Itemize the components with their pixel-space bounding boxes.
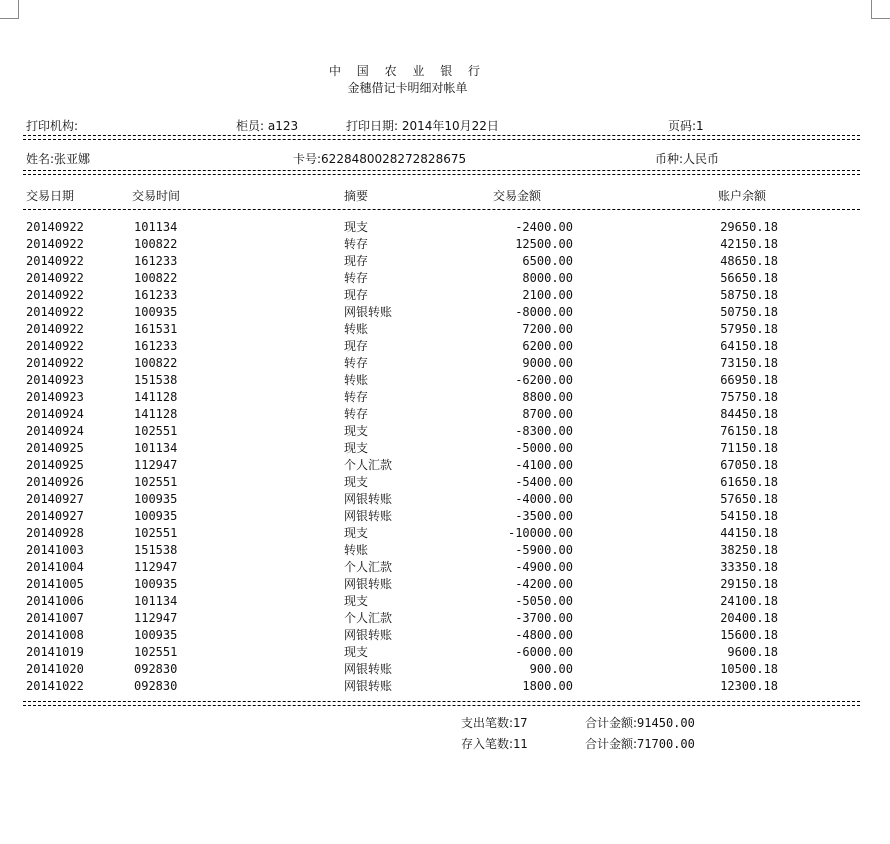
txn-balance: 58750.18: [720, 288, 778, 302]
txn-description: 现支: [344, 526, 369, 540]
txn-description: 网银转账: [344, 662, 393, 676]
txn-balance: 57650.18: [720, 492, 778, 506]
currency: 币种:人民币: [655, 152, 720, 166]
table-row: [0, 457, 890, 474]
txn-balance: 9600.18: [727, 645, 778, 659]
credit-count-label: 存入笔数:: [461, 737, 514, 751]
txn-time: 141128: [134, 407, 178, 421]
txn-date: 20140925: [26, 458, 84, 472]
table-row: [0, 338, 890, 355]
txn-time: 101134: [134, 594, 178, 608]
table-row: [0, 389, 890, 406]
txn-balance: 54150.18: [720, 509, 778, 523]
txn-time: 102551: [134, 475, 178, 489]
print-date-label: 打印日期: 2014年10月22日: [346, 119, 499, 133]
txn-description: 个人汇款: [344, 611, 393, 625]
txn-description: 网银转账: [344, 305, 393, 319]
txn-description: 现存: [344, 288, 369, 302]
statement-title: 金穗借记卡明细对帐单: [347, 81, 468, 95]
header-time: 交易时间: [132, 189, 181, 203]
txn-date: 20141008: [26, 628, 84, 642]
txn-balance: 50750.18: [720, 305, 778, 319]
txn-description: 转账: [344, 373, 369, 387]
txn-amount: -10000.00: [507, 526, 573, 540]
txn-balance: 67050.18: [720, 458, 778, 472]
table-row: [0, 474, 890, 491]
double-rule: [23, 170, 860, 175]
table-row: [0, 440, 890, 457]
debit-count-value: 17: [513, 716, 528, 730]
txn-date: 20140922: [26, 220, 84, 234]
txn-balance: 66950.18: [720, 373, 778, 387]
crop-mark-top-left: [0, 0, 19, 19]
txn-amount: 2100.00: [522, 288, 573, 302]
txn-time: 151538: [134, 543, 178, 557]
table-row: [0, 525, 890, 542]
txn-time: 102551: [134, 424, 178, 438]
txn-date: 20140927: [26, 492, 84, 506]
table-row: [0, 644, 890, 661]
txn-date: 20140924: [26, 407, 84, 421]
txn-amount: -5000.00: [515, 441, 573, 455]
table-row: [0, 508, 890, 525]
account-name: 姓名:张亚娜: [26, 152, 91, 166]
txn-amount: -3700.00: [515, 611, 573, 625]
txn-balance: 71150.18: [720, 441, 778, 455]
txn-balance: 29150.18: [720, 577, 778, 591]
txn-amount: 8000.00: [522, 271, 573, 285]
txn-description: 现存: [344, 339, 369, 353]
table-row: [0, 253, 890, 270]
txn-date: 20141003: [26, 543, 84, 557]
txn-balance: 38250.18: [720, 543, 778, 557]
txn-amount: -6000.00: [515, 645, 573, 659]
txn-date: 20141019: [26, 645, 84, 659]
txn-amount: -8000.00: [515, 305, 573, 319]
txn-date: 20140922: [26, 271, 84, 285]
txn-description: 现存: [344, 254, 369, 268]
txn-time: 102551: [134, 526, 178, 540]
card-number: 卡号:6228480028272828675: [293, 152, 467, 166]
txn-balance: 42150.18: [720, 237, 778, 251]
header-amount: 交易金额: [493, 189, 542, 203]
txn-time: 100822: [134, 237, 178, 251]
txn-amount: 9000.00: [522, 356, 573, 370]
txn-date: 20140922: [26, 288, 84, 302]
table-row: [0, 304, 890, 321]
txn-amount: 12500.00: [515, 237, 573, 251]
txn-amount: -3500.00: [515, 509, 573, 523]
txn-time: 100935: [134, 628, 178, 642]
txn-amount: 8700.00: [522, 407, 573, 421]
txn-amount: -4800.00: [515, 628, 573, 642]
txn-time: 100935: [134, 492, 178, 506]
txn-time: 100822: [134, 271, 178, 285]
txn-description: 转账: [344, 322, 369, 336]
txn-time: 102551: [134, 645, 178, 659]
txn-description: 转存: [344, 237, 369, 251]
txn-balance: 64150.18: [720, 339, 778, 353]
txn-time: 161233: [134, 254, 178, 268]
txn-date: 20140924: [26, 424, 84, 438]
txn-balance: 29650.18: [720, 220, 778, 234]
txn-amount: 1800.00: [522, 679, 573, 693]
txn-amount: 900.00: [529, 662, 573, 676]
txn-amount: -2400.00: [515, 220, 573, 234]
txn-description: 网银转账: [344, 492, 393, 506]
txn-date: 20140925: [26, 441, 84, 455]
table-row: [0, 593, 890, 610]
txn-amount: -4900.00: [515, 560, 573, 574]
credit-count-value: 11: [513, 737, 528, 751]
txn-amount: -5900.00: [515, 543, 573, 557]
txn-date: 20140922: [26, 356, 84, 370]
txn-time: 101134: [134, 220, 178, 234]
txn-date: 20140922: [26, 339, 84, 353]
txn-date: 20140923: [26, 373, 84, 387]
txn-description: 转存: [344, 271, 369, 285]
txn-balance: 76150.18: [720, 424, 778, 438]
txn-balance: 33350.18: [720, 560, 778, 574]
txn-time: 112947: [134, 560, 178, 574]
txn-description: 现支: [344, 645, 369, 659]
txn-time: 092830: [134, 679, 178, 693]
txn-date: 20140922: [26, 305, 84, 319]
txn-time: 100935: [134, 305, 178, 319]
table-row: [0, 372, 890, 389]
txn-date: 20141020: [26, 662, 84, 676]
table-row: [0, 423, 890, 440]
txn-time: 141128: [134, 390, 178, 404]
txn-time: 100822: [134, 356, 178, 370]
header-balance: 账户余额: [718, 189, 767, 203]
txn-balance: 44150.18: [720, 526, 778, 540]
credit-total-label: 合计金额:: [585, 737, 638, 751]
txn-time: 092830: [134, 662, 178, 676]
txn-description: 现支: [344, 594, 369, 608]
txn-date: 20141004: [26, 560, 84, 574]
bank-name: 中 国 农 业 银 行: [328, 64, 487, 78]
txn-balance: 15600.18: [720, 628, 778, 642]
txn-amount: 6200.00: [522, 339, 573, 353]
debit-count-label: 支出笔数:: [461, 716, 514, 730]
txn-balance: 84450.18: [720, 407, 778, 421]
debit-count: [461, 714, 528, 731]
header-description: 摘要: [344, 189, 369, 203]
table-row: [0, 661, 890, 678]
txn-balance: 10500.18: [720, 662, 778, 676]
txn-balance: 61650.18: [720, 475, 778, 489]
txn-balance: 56650.18: [720, 271, 778, 285]
crop-mark-top-right: [871, 0, 890, 19]
table-row: [0, 287, 890, 304]
txn-date: 20141005: [26, 577, 84, 591]
txn-date: 20140926: [26, 475, 84, 489]
table-row: [0, 270, 890, 287]
txn-time: 100935: [134, 509, 178, 523]
table-row: [0, 678, 890, 695]
txn-description: 转账: [344, 543, 369, 557]
txn-amount: 6500.00: [522, 254, 573, 268]
table-row: [0, 236, 890, 253]
txn-description: 转存: [344, 407, 369, 421]
txn-amount: 7200.00: [522, 322, 573, 336]
table-row: [0, 355, 890, 372]
table-row: [0, 610, 890, 627]
txn-time: 112947: [134, 458, 178, 472]
txn-description: 网银转账: [344, 679, 393, 693]
transaction-list: [0, 219, 890, 695]
table-row: [0, 406, 890, 423]
txn-date: 20141007: [26, 611, 84, 625]
txn-amount: -8300.00: [515, 424, 573, 438]
txn-date: 20140922: [26, 254, 84, 268]
table-row: [0, 321, 890, 338]
txn-date: 20140928: [26, 526, 84, 540]
credit-total-value: 71700.00: [637, 737, 695, 751]
txn-balance: 12300.18: [720, 679, 778, 693]
page-number: 页码:1: [668, 119, 704, 133]
table-row: [0, 491, 890, 508]
credit-count: [461, 735, 528, 752]
txn-amount: -4100.00: [515, 458, 573, 472]
txn-balance: 73150.18: [720, 356, 778, 370]
txn-amount: -4000.00: [515, 492, 573, 506]
branch-label: 打印机构:: [26, 119, 79, 133]
txn-time: 161531: [134, 322, 178, 336]
txn-amount: -4200.00: [515, 577, 573, 591]
txn-description: 现支: [344, 220, 369, 234]
txn-time: 112947: [134, 611, 178, 625]
double-rule: [23, 701, 860, 706]
txn-amount: -5400.00: [515, 475, 573, 489]
txn-time: 151538: [134, 373, 178, 387]
table-row: [0, 559, 890, 576]
txn-balance: 48650.18: [720, 254, 778, 268]
txn-balance: 20400.18: [720, 611, 778, 625]
txn-time: 100935: [134, 577, 178, 591]
txn-description: 现支: [344, 441, 369, 455]
txn-description: 个人汇款: [344, 560, 393, 574]
table-row: [0, 627, 890, 644]
debit-total-value: 91450.00: [637, 716, 695, 730]
txn-date: 20140922: [26, 237, 84, 251]
txn-time: 161233: [134, 288, 178, 302]
debit-total-label: 合计金额:: [585, 716, 638, 730]
teller-label: 柜员: a123: [236, 119, 299, 133]
txn-date: 20141022: [26, 679, 84, 693]
txn-amount: -6200.00: [515, 373, 573, 387]
txn-description: 网银转账: [344, 577, 393, 591]
double-rule: [23, 135, 860, 140]
txn-description: 个人汇款: [344, 458, 393, 472]
txn-description: 网银转账: [344, 628, 393, 642]
txn-amount: -5050.00: [515, 594, 573, 608]
txn-description: 现支: [344, 475, 369, 489]
table-row: [0, 576, 890, 593]
txn-time: 161233: [134, 339, 178, 353]
credit-total: [585, 735, 695, 752]
txn-description: 转存: [344, 356, 369, 370]
txn-balance: 57950.18: [720, 322, 778, 336]
txn-balance: 24100.18: [720, 594, 778, 608]
txn-date: 20140923: [26, 390, 84, 404]
txn-description: 现支: [344, 424, 369, 438]
txn-date: 20140922: [26, 322, 84, 336]
txn-time: 101134: [134, 441, 178, 455]
table-row: [0, 542, 890, 559]
txn-description: 网银转账: [344, 509, 393, 523]
txn-date: 20141006: [26, 594, 84, 608]
txn-description: 转存: [344, 390, 369, 404]
txn-amount: 8800.00: [522, 390, 573, 404]
debit-total: [585, 714, 695, 731]
table-row: [0, 219, 890, 236]
header-rule: [23, 209, 860, 210]
txn-balance: 75750.18: [720, 390, 778, 404]
header-date: 交易日期: [26, 189, 75, 203]
txn-date: 20140927: [26, 509, 84, 523]
